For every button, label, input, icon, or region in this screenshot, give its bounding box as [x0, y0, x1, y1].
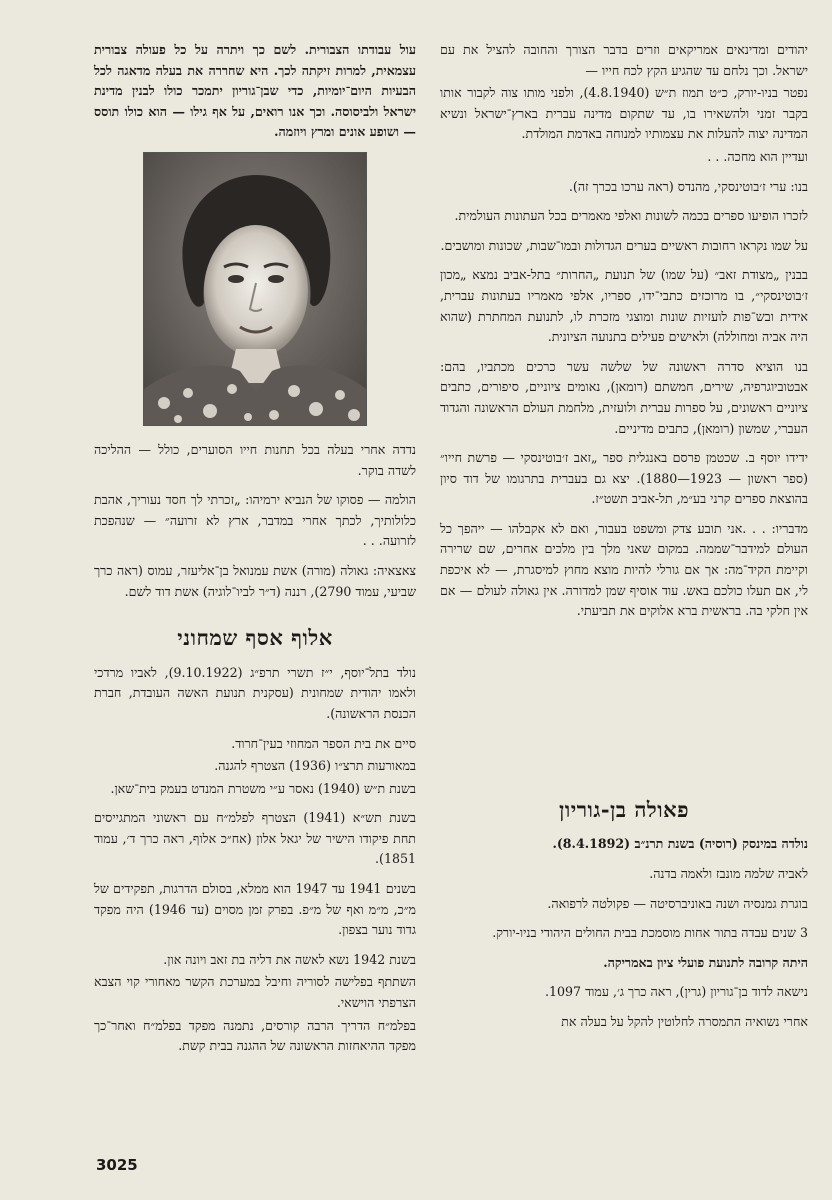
paragraph: נדדה אחרי בעלה בכל תחנות חייו הסוערים, כולל — ההליכה לשדה בוקר.: [94, 441, 416, 478]
paragraph: נולד בתל־יוסף, י״ז תשרי תרפ״ג (9.10.1922), לאביו מרדכי ולאמו יהודית שמחונית (עסקנית תנועת האשה העובדת, חברת הכנסת הראשונה).: [94, 664, 416, 721]
paragraph: בנו: ערי ז׳בוטינסקי, מהנדס (ראה ערכו בכרך זה).: [568, 178, 808, 194]
paragraph: לזכרו הופיעו ספרים בכמה לשונות ואלפי מאמרים בכל העתונות העולמית.: [454, 208, 808, 224]
right-column: [440, 40, 808, 1042]
section-heading-simchoni: אלוף אסף שמחוני: [177, 625, 333, 651]
paragraph: על שמו נקראו רחובות ראשיים בערים הגדולות ובמו־שבות, שכונות ומושבים.: [440, 237, 808, 253]
paragraph: עול עבודתו הצבורית. לשם כך ויתרה על כל פעולה צבורית עצמאית, למרות זיקתה לכך. היא שחררה את בעלה מדאגה לכל הבעיות היום־יומיות, כדי שבן־גוריון יתמכר כולו לבנין מדינת ישראל ולביסוסה. וכך אנו רואים, על אף גילו — הוא כולו תוסס — ושופע אונים ומרץ ויוזמה.: [94, 42, 416, 140]
paragraph: בשנים 1941 עד 1947 הוא ממלא, בסולם הדרגות, תפקידים של מ״כ, מ״מ ואף של מ״פ. בפרק זמן מסוים (עד 1946) היה מפקד גדוד נוער בצפון.: [94, 881, 417, 938]
paragraph: השתתף בפלישה לסוריה וחיבל במערכת הקשר מאחורי קוי הצבא הצרפתי הוישאי.: [94, 974, 416, 1011]
paragraph: במאורעות תרצ״ו (1936) הצטרף להגנה.: [214, 758, 416, 774]
paragraph: הולמה — פסוקו של הנביא ירמיהו: „זכרתי לך חסד נעוריך, אהבת כלולותיך, לכתך אחרי במדבר, ארץ לא זרועה״ — שנהפכת לזרועה. . .: [94, 492, 416, 549]
paragraph: צאצאיה: גאולה (מורה) אשת עמנואל בן־אליעזר, עמוס (ראה כרך שביעי, עמוד 2790), רננה (ד״ר לביו־לוגיה) אשת דוד לשם.: [94, 562, 416, 599]
paragraph: בשנת תש״א (1941) הצטרף לפלמ״ח עם ראשוני המתגייסים תחת פיקודו הישיר של יגאל אלון (אח״כ אלוף, ראה כרך ד׳, עמוד 1851).: [94, 810, 416, 867]
paragraph: סיים את בית הספר המחוזי בעין־חרוד.: [231, 735, 416, 751]
left-column: [94, 40, 416, 1066]
page-number: 3025: [96, 1156, 138, 1174]
paragraph: נולדה במינסק (רוסיה) בשנת תרנ״ב (8.4.1892).: [552, 836, 808, 852]
paragraph: נפטר בניו-יורק, כ״ט תמוז ת״ש (4.8.1940), ולפני מותו צוה לקבור אותו בקבר זמני ולהשאירו בו, עד שתקום מדינה עברית בארץ־ישראל ונשיא המדינה יצוה להעלות את עצמותיו למנוחה באדמת המולדת.: [440, 85, 808, 142]
paragraph: בשנת ת״ש (1940) נאסר ע״י משטרת המנדט בעמק בית־שאן.: [110, 780, 416, 796]
paragraph: היתה קרובה לתנועת פועלי ציון באמריקה.: [603, 954, 808, 970]
paragraph: בפלמ״ח הדריך הרבה קורסים, נתמנה מפקד בפלמ״ח ואחר־כך מפקד ההיאחזות הראשונה של ההגנה בבית קשת.: [94, 1017, 416, 1054]
paragraph: בוגרת גמנסיה ושנה באוניברסיטה — פקולטה לרפואה.: [547, 895, 808, 911]
paragraph: מדבריו: . . .אני תובע צדק ומשפט בעבור, ואם לא אקבלהו — ייהפך כל העולם למידבר־שממה. במקום שאני מלך בין מלכים אחרים, שם שרירה וקיימת הקיד־מה: אך אם גורלי להיות מוצא מחוץ למיסגרת, — לא איכפת לי, אם תעלו כולכם באש. עוד אוסיף שמן למדורה. אין גאולה לעולם — אם אין חלקי בה. בראשית ברא אלוקים את תביעתי.: [440, 520, 808, 619]
paragraph: בבנין „מצודת זאב״ (על שמו) של תנועת „החרות״ בתל-אביב נמצא „מכון ז׳בוטינסקי״, בו מרוכזים כתבי־ידו, ספריו, אלפי מאמריו בעתונות עברית, אידית ובש־פות לועזיות שונות ומוצגי מזכרת לו, לתנועת המחתרת (שהוא היה אביה ומחוללה) ולאישים פעילים בתנועה הציונית.: [440, 267, 808, 345]
paragraph: נישאה לדוד בן־גוריון (גרין), ראה כרך ג׳, עמוד 1097.: [545, 984, 808, 1000]
portrait-photo: [143, 152, 367, 426]
paragraph: אחרי נשואיה התמסרה לחלוטין להקל על בעלה את: [561, 1014, 808, 1029]
paragraph: 3 שנים עבדה בתור אחות מוסמכת בבית החולים היהודי בניו-יורק.: [492, 925, 808, 941]
paragraph: יהודים ומדינאים אמריקאים וזרים בדבר הצורך והחובה להציל את עם ישראל. וכך נלחם עד שהגיע הקץ לכח חייו —: [440, 42, 808, 78]
paragraph: בנו הוציא סדרה ראשונה של שלשה עשר כרכים מכתביו, בהם: אבטוביוגרפיה, שירים, חמשתם (רומאן), נאומים ציוניים, סיפורים, כתבים ציוניים ראשונים, על ספרות עברית ולועזית, מלחמת העולם הראשונה והגדוד העברי, שמשון (רומאן), כתבים מדיניים.: [440, 358, 808, 436]
paragraph: בשנת 1942 נשא לאשה את דליה בת זאב ויונה און.: [163, 951, 416, 967]
paragraph: ועדיין הוא מחכה. . .: [707, 148, 808, 164]
portrait-image: [144, 153, 366, 425]
paragraph: לאביה שלמה מונבז ולאמה בדנה.: [649, 866, 808, 882]
paragraph: ידידו יוסף ב. שכטמן פרסם באנגלית ספר „זאב ז׳בוטינסקי — פרשת חייו״ (ספר ראשון — 1923—1880). יצא גם בעברית בתרגומו של דוד סיון בהוצאת ספרים קרני בע״מ, תל-אביב תשט״ז.: [440, 450, 808, 507]
section-heading-paula: פאולה בן-גוריון: [558, 796, 690, 822]
